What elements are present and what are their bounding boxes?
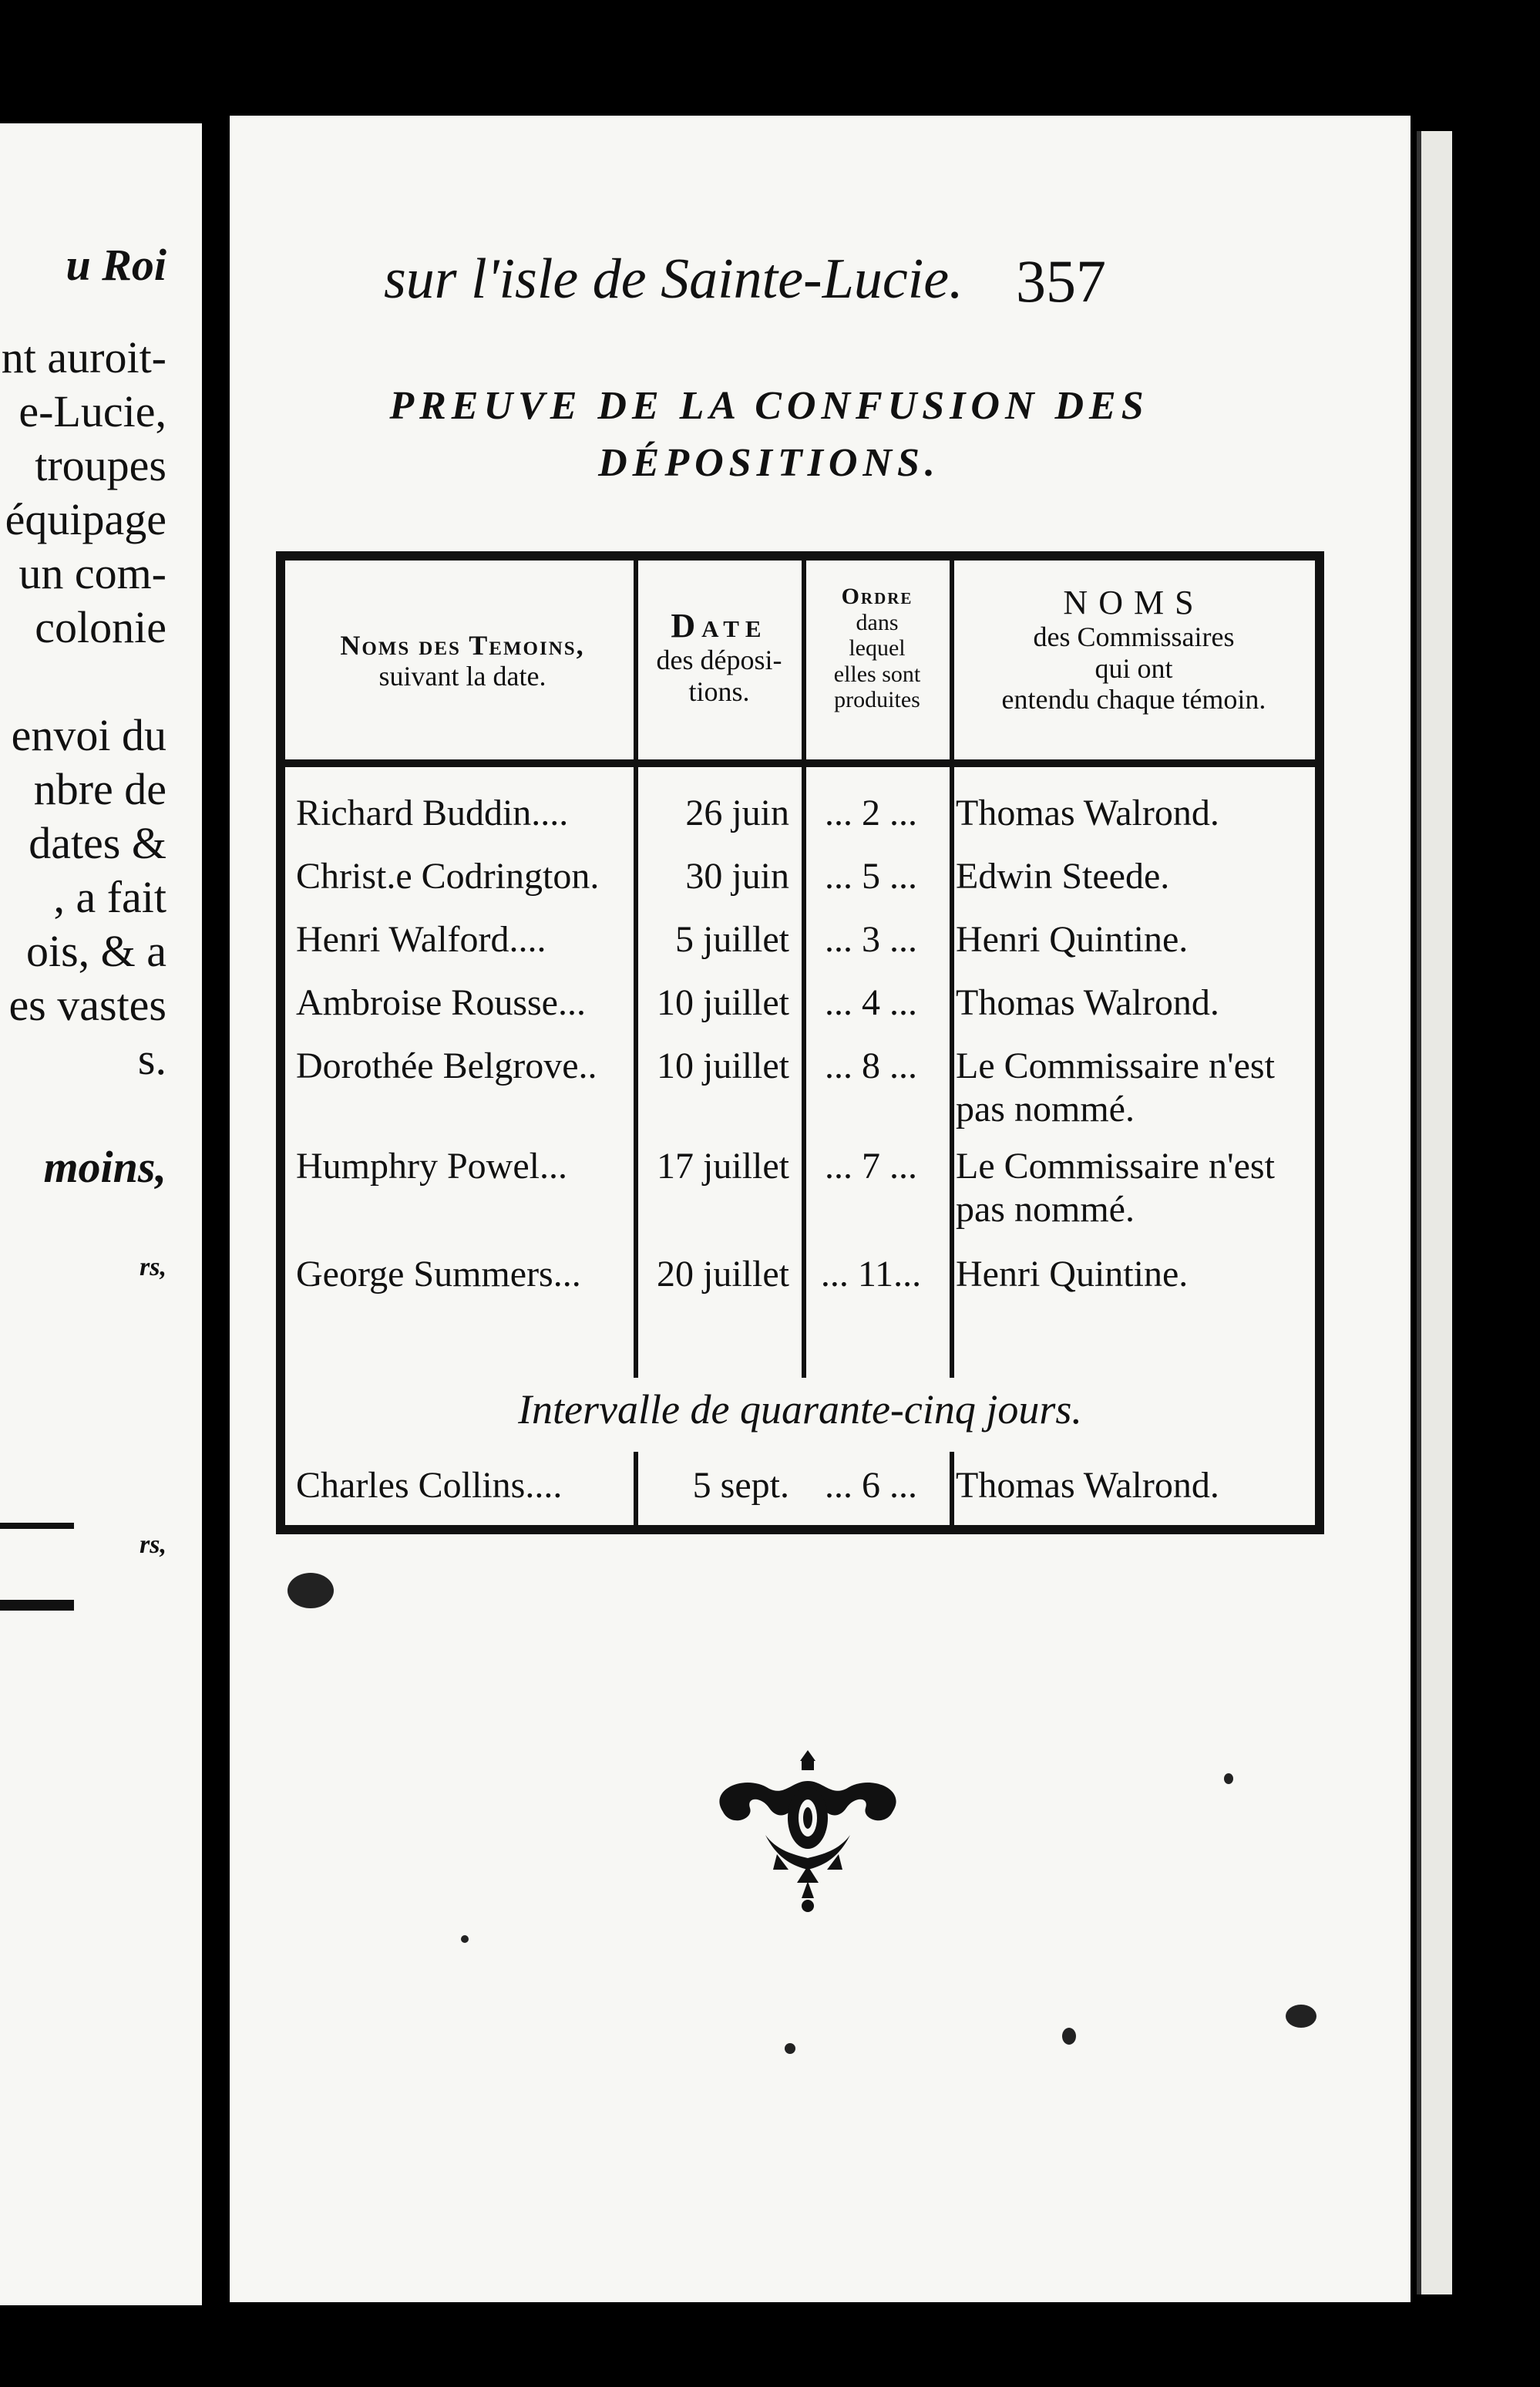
deposition-date: 10 juillet bbox=[657, 1045, 789, 1086]
section-title bbox=[307, 378, 1232, 492]
text-line: nt auroit- bbox=[1, 332, 166, 382]
header-date-line: des déposi- bbox=[656, 645, 782, 676]
ink-speck bbox=[1286, 2005, 1316, 2028]
table-row bbox=[285, 792, 1315, 853]
commissioner-name: Henri Quintine. bbox=[956, 919, 1189, 960]
running-title: sur l'isle de Sainte-Lucie. bbox=[384, 247, 963, 311]
witness-name: Ambroise Rousse... bbox=[296, 982, 586, 1023]
header-order-line: elles sont bbox=[833, 661, 921, 687]
text-line: u Roi bbox=[66, 240, 166, 290]
commissioner-name: Le Commissaire n'est pas nommé. bbox=[956, 1146, 1275, 1230]
text-line: s. bbox=[137, 1034, 166, 1084]
text-line: nbre de bbox=[33, 764, 166, 814]
header-commissioners bbox=[954, 584, 1313, 715]
deposition-date: 20 juillet bbox=[657, 1254, 789, 1295]
deposition-date: 17 juillet bbox=[657, 1146, 789, 1187]
table-row bbox=[285, 918, 1315, 980]
text-line: es vastes bbox=[8, 980, 166, 1030]
table-row bbox=[285, 1253, 1315, 1315]
witness-name: Dorothée Belgrove.. bbox=[296, 1045, 597, 1086]
witness-name: Henri Walford.... bbox=[296, 919, 546, 960]
header-witnesses-line: suivant la date. bbox=[378, 661, 546, 692]
divider bbox=[0, 1600, 74, 1611]
ink-speck bbox=[1062, 2028, 1076, 2045]
header-order-line: lequel bbox=[849, 635, 906, 662]
ink-speck bbox=[461, 1935, 469, 1943]
text-line: , a fait bbox=[53, 872, 166, 922]
running-head bbox=[384, 247, 1232, 332]
divider bbox=[0, 1523, 74, 1529]
commissioner-name: Le Commissaire n'est pas nommé. bbox=[956, 1045, 1275, 1130]
header-date-line: Date bbox=[671, 607, 768, 645]
header-order-line: produites bbox=[834, 687, 920, 713]
text-line: rs, bbox=[140, 1530, 166, 1559]
ink-speck bbox=[1224, 1773, 1233, 1784]
header-commissioners-line: entendu chaque témoin. bbox=[1001, 683, 1266, 715]
text-line: dates & bbox=[29, 818, 166, 868]
header-witnesses bbox=[293, 630, 632, 692]
ink-speck bbox=[287, 1573, 334, 1608]
page-edge bbox=[1417, 131, 1452, 2294]
deposition-date: 5 sept. bbox=[692, 1465, 789, 1506]
table-row bbox=[285, 1045, 1315, 1145]
interval-note: Intervalle de quarante-cinq jours. bbox=[518, 1386, 1082, 1433]
header-date bbox=[638, 607, 800, 707]
witness-name: George Summers... bbox=[296, 1254, 581, 1295]
order-number: ... 3 ... bbox=[825, 919, 917, 960]
order-number: ... 7 ... bbox=[825, 1146, 917, 1187]
table-row bbox=[285, 1464, 1315, 1526]
commissioner-name: Henri Quintine. bbox=[956, 1254, 1189, 1295]
order-number: ... 4 ... bbox=[825, 982, 917, 1023]
table-row bbox=[285, 981, 1315, 1043]
text-line: envoi du bbox=[11, 710, 166, 760]
header-order-line: Ordre bbox=[841, 584, 913, 609]
witness-name: Christ.e Codrington. bbox=[296, 856, 600, 897]
page-number: 357 bbox=[1016, 247, 1106, 315]
commissioner-name: Thomas Walrond. bbox=[956, 982, 1219, 1023]
order-number: ... 5 ... bbox=[825, 856, 917, 897]
commissioner-name: Thomas Walrond. bbox=[956, 1465, 1219, 1506]
header-order-line: dans bbox=[856, 609, 899, 635]
text-line: rs, bbox=[140, 1253, 166, 1281]
header-commissioners-line: des Commissaires bbox=[1033, 621, 1235, 653]
order-number: ... 6 ... bbox=[825, 1465, 917, 1506]
table-row bbox=[285, 855, 1315, 917]
header-witnesses-line: Noms des Temoins, bbox=[340, 630, 585, 661]
header-commissioners-line: NOMS bbox=[1063, 584, 1205, 621]
text-line: troupes bbox=[35, 440, 166, 490]
deposition-date: 5 juillet bbox=[675, 919, 789, 960]
header-order bbox=[806, 584, 948, 713]
table-row bbox=[285, 1145, 1315, 1245]
order-number: ... 11... bbox=[820, 1254, 922, 1295]
text-line: e-Lucie, bbox=[18, 386, 166, 436]
order-number: ... 8 ... bbox=[825, 1045, 917, 1086]
order-number: ... 2 ... bbox=[825, 793, 917, 833]
book-page bbox=[230, 116, 1411, 2302]
witness-name: Humphry Powel... bbox=[296, 1146, 567, 1187]
header-date-line: tions. bbox=[688, 675, 750, 707]
deposition-date: 10 juillet bbox=[657, 982, 789, 1023]
header-commissioners-line: qui ont bbox=[1094, 652, 1173, 684]
witness-name: Charles Collins.... bbox=[296, 1465, 563, 1506]
ink-speck bbox=[785, 2043, 795, 2054]
text-line: colonie bbox=[35, 602, 166, 652]
text-line: moins, bbox=[43, 1142, 166, 1192]
section-title-line-2: DÉPOSITIONS. bbox=[598, 441, 940, 485]
deposition-date: 26 juin bbox=[685, 793, 789, 833]
section-title-line-1: PREUVE DE LA CONFUSION DES bbox=[389, 384, 1149, 428]
depositions-table bbox=[276, 551, 1324, 1534]
witness-name: Richard Buddin.... bbox=[296, 793, 569, 833]
commissioner-name: Thomas Walrond. bbox=[956, 793, 1219, 833]
text-line: ois, & a bbox=[25, 926, 166, 976]
header-rule bbox=[285, 759, 1315, 767]
printers-ornament-icon bbox=[692, 1742, 923, 1927]
text-line: un com- bbox=[18, 548, 166, 598]
deposition-date: 30 juin bbox=[685, 856, 789, 897]
facing-page-fragment bbox=[0, 123, 202, 2305]
commissioner-name: Edwin Steede. bbox=[956, 856, 1170, 897]
text-line: équipage bbox=[5, 494, 166, 544]
